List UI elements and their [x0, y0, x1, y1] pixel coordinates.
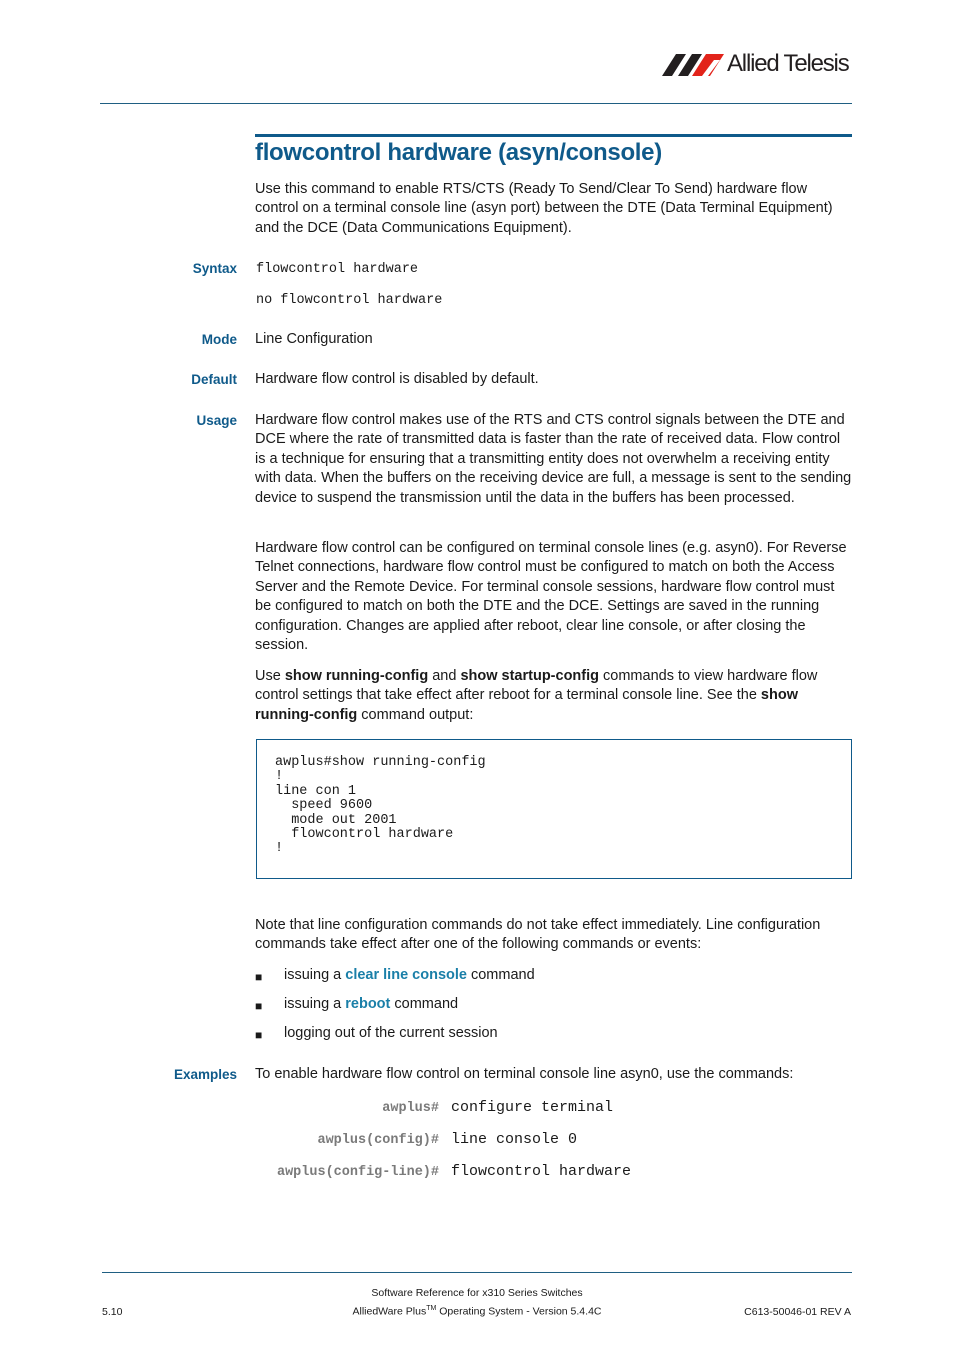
bullet-marker: ■ [255, 1028, 263, 1042]
allied-telesis-logo-mark-icon [662, 54, 724, 76]
prompt-config: awplus(config)# [317, 1133, 439, 1148]
default-label: Default [191, 372, 237, 387]
usage-paragraph-2: Hardware flow control can be configured on terminal console lines (e.g. asyn0). For Reverse Telnet connections, hardware flow control must be configured to match on both the Access Server and the Remote Device. For terminal console sessions, hardware flow control must be configured to match on both the DTE and the DCE. Settings are saved in the running configuration. Changes are applied after reboot, clear line console, or after closing the session. [255, 540, 847, 654]
footer-version: AlliedWare Plus™ Operating System - Version 5.4.4C [352, 1305, 602, 1318]
header-divider [100, 103, 852, 104]
clear-line-console-link[interactable]: clear line console [345, 967, 467, 983]
logo-wordmark: Allied Telesis [727, 50, 849, 77]
code-output-box [256, 739, 852, 879]
page-title: flowcontrol hardware (asyn/console) [255, 139, 662, 166]
mode-label: Mode [201, 332, 237, 347]
command-configure-terminal: configure terminal [451, 1099, 614, 1116]
reboot-link[interactable]: reboot [345, 996, 391, 1012]
bullet-marker: ■ [255, 970, 263, 984]
bullet-item-clear-line-console: issuing a clear line console command [284, 967, 535, 983]
allied-telesis-logo [662, 50, 854, 78]
page-number: 5.10 [102, 1306, 123, 1318]
bullet-marker: ■ [255, 999, 263, 1013]
syntax-line-2: no flowcontrol hardware [256, 293, 443, 308]
prompt-awplus: awplus# [382, 1101, 439, 1116]
note-paragraph: Note that line configuration commands do not take effect immediately. Line configuration commands take effect after one of the following commands or events: [255, 917, 821, 953]
examples-label: Examples [173, 1067, 237, 1082]
default-text: Hardware flow control is disabled by default. [255, 371, 539, 387]
syntax-line-1: flowcontrol hardware [256, 262, 419, 277]
usage-paragraph-1: Hardware flow control makes use of the RTS and CTS control signals between the DTE and DCE where the rate of transmitted data is faster than the rate of received data. Flow control is a technique for ensuring that a transmitting entity does not overwhelm a receiving entity with data. When the buffers on the receiving device are full, a message is sent to the sending device to suspend the transmission until the data in the buffers has been processed. [255, 412, 852, 506]
document-id: C613-50046-01 REV A [744, 1306, 851, 1318]
command-line-console: line console 0 [451, 1131, 578, 1148]
code-output: awplus#show running-config ! line con 1 speed 9600 mode out 2001 flowcontrol hardware ! [275, 755, 486, 857]
examples-text: To enable hardware flow control on terminal console line asyn0, use the commands: [255, 1066, 794, 1082]
bullet-item-logging-out: logging out of the current session [284, 1025, 498, 1041]
title-rule [255, 134, 852, 137]
bullet-item-reboot: issuing a reboot command [284, 996, 459, 1012]
footer-divider [102, 1272, 852, 1273]
footer-title: Software Reference for x310 Series Switches [371, 1287, 583, 1299]
usage-label: Usage [196, 413, 237, 428]
intro-paragraph: Use this command to enable RTS/CTS (Ready To Send/Clear To Send) hardware flow control on a terminal console line (asyn port) between the DTE (Data Terminal Equipment) and the DCE (Data Communications Equipment). [255, 181, 833, 236]
prompt-config-line: awplus(config-line)# [276, 1165, 439, 1180]
command-flowcontrol-hardware: flowcontrol hardware [451, 1163, 632, 1180]
mode-text: Line Configuration [255, 331, 373, 347]
syntax-label: Syntax [192, 261, 237, 276]
usage-paragraph-3: Use show running-config and show startup-config commands to view hardware flow control settings that take effect after reboot for a terminal console line. See the show running-config command output: [255, 668, 818, 723]
